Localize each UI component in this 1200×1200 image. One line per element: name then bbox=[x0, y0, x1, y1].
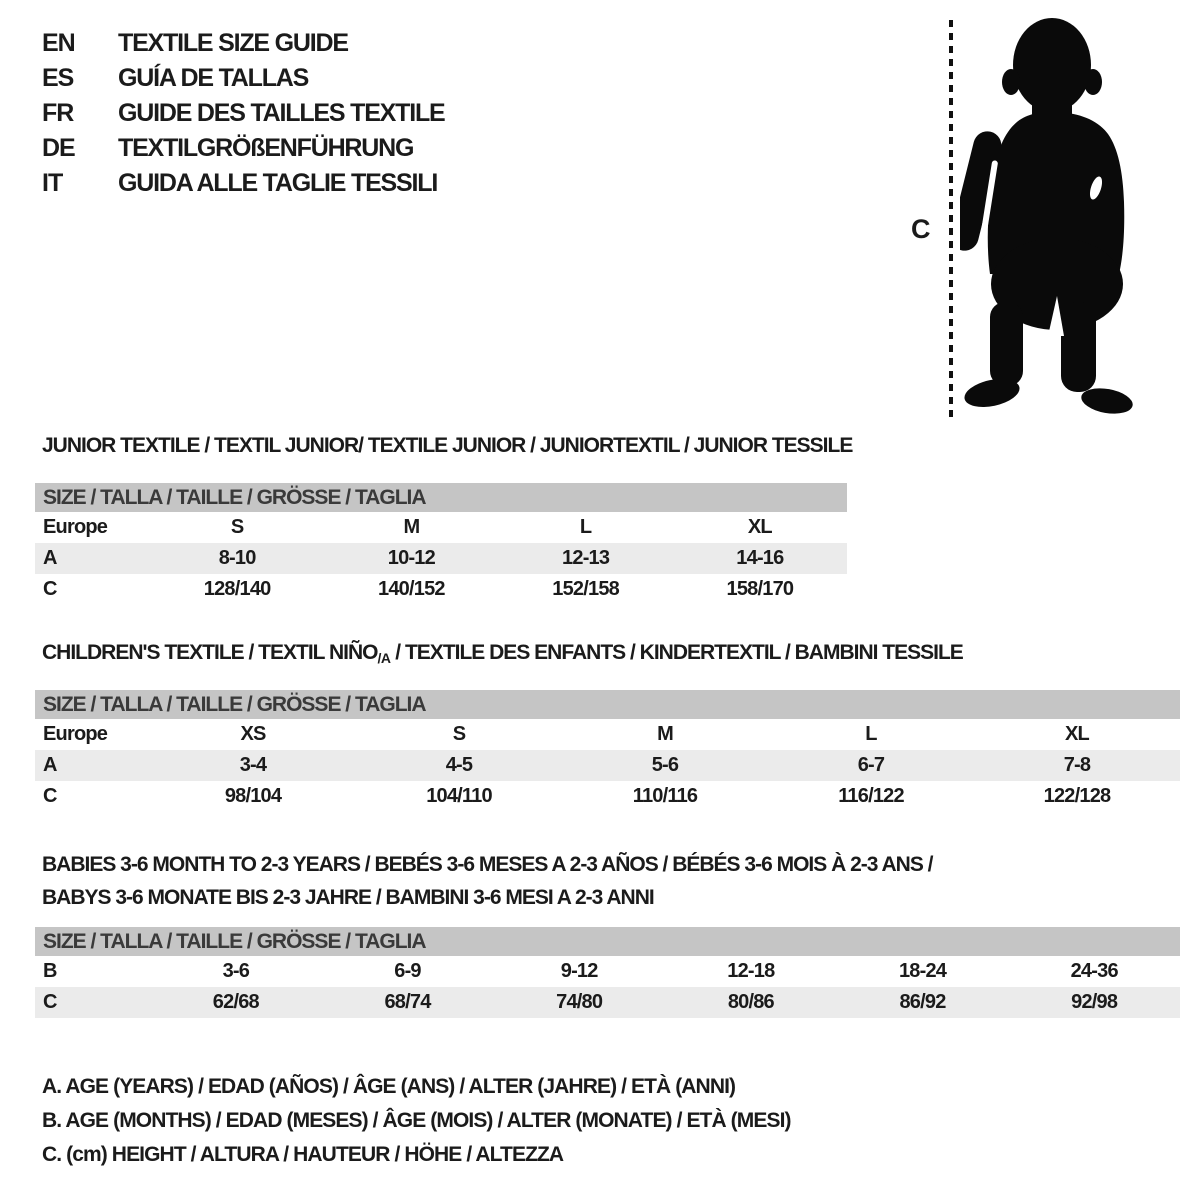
children-title-suffix: / TEXTILE DES ENFANTS / KINDERTEXTIL / BAMBINI TESSILE bbox=[390, 641, 963, 664]
junior-size-table bbox=[35, 483, 847, 605]
months-value: 18-24 bbox=[898, 960, 947, 982]
language-code: ES bbox=[42, 64, 74, 92]
size-column-header: S bbox=[452, 723, 466, 745]
height-value: 62/68 bbox=[212, 991, 259, 1013]
size-column-header: XL bbox=[747, 516, 772, 538]
months-value: 9-12 bbox=[560, 960, 598, 982]
height-value: 110/116 bbox=[632, 785, 698, 807]
language-code: IT bbox=[42, 169, 63, 197]
size-column-header: XL bbox=[1065, 723, 1089, 745]
legend-line-age-years: A. AGE (YEARS) / EDAD (AÑOS) / ÂGE (ANS) / ALTER (JAHRE) / ETÀ (ANNI) bbox=[42, 1075, 736, 1098]
size-column-header: L bbox=[865, 723, 877, 745]
height-dashed-line bbox=[949, 20, 953, 418]
legend-line-age-months: B. AGE (MONTHS) / EDAD (MESES) / ÂGE (MOIS) / ALTER (MONATE) / ETÀ (MESI) bbox=[42, 1109, 791, 1132]
row-label: C bbox=[43, 991, 57, 1013]
measurement-legend bbox=[42, 1070, 791, 1172]
junior-section-title: JUNIOR TEXTILE / TEXTIL JUNIOR/ TEXTILE JUNIOR / JUNIORTEXTIL / JUNIOR TESSILE bbox=[42, 434, 853, 457]
size-column-header: L bbox=[579, 516, 592, 538]
months-value: 24-36 bbox=[1070, 960, 1118, 982]
region-label: Europe bbox=[43, 723, 108, 745]
language-title-list bbox=[42, 26, 445, 201]
height-value: 116/122 bbox=[838, 785, 904, 807]
height-value: 68/74 bbox=[384, 991, 431, 1013]
height-value: 86/92 bbox=[899, 991, 946, 1013]
babies-title-line1: BABIES 3-6 MONTH TO 2-3 YEARS / BEBÉS 3-6 MESES A 2-3 AÑOS / BÉBÉS 3-6 MOIS À 2-3 ANS / bbox=[42, 853, 933, 876]
row-label: C bbox=[43, 785, 57, 807]
months-value: 6-9 bbox=[394, 960, 421, 982]
children-height-row bbox=[35, 781, 1180, 812]
children-size-header-bar: SIZE / TALLA / TAILLE / GRÖSSE / TAGLIA bbox=[35, 690, 1180, 719]
age-value: 4-5 bbox=[445, 754, 473, 776]
toddler-silhouette-icon bbox=[960, 12, 1145, 427]
age-value: 7-8 bbox=[1063, 754, 1091, 776]
language-row-de bbox=[42, 131, 445, 166]
age-value: 3-4 bbox=[239, 754, 267, 776]
months-value: 12-18 bbox=[727, 960, 775, 982]
row-label: C bbox=[43, 578, 57, 600]
babies-section-title bbox=[42, 848, 933, 914]
size-column-header: M bbox=[657, 723, 673, 745]
height-value: 152/158 bbox=[552, 578, 619, 600]
language-title: TEXTILE SIZE GUIDE bbox=[118, 29, 348, 57]
height-value: 98/104 bbox=[224, 785, 282, 807]
height-value: 122/128 bbox=[1043, 785, 1111, 807]
babies-title-line2: BABYS 3-6 MONATE BIS 2-3 JAHRE / BAMBINI 3-6 MESI A 2-3 ANNI bbox=[42, 886, 654, 909]
children-title-subscript: /A bbox=[377, 650, 391, 666]
language-title: GUIDE DES TAILLES TEXTILE bbox=[118, 99, 445, 127]
age-value: 14-16 bbox=[736, 547, 784, 569]
language-title: GUIDA ALLE TAGLIE TESSILI bbox=[118, 169, 438, 197]
children-columns-row bbox=[35, 719, 1180, 750]
babies-size-table bbox=[35, 927, 1180, 1018]
children-section-title bbox=[42, 641, 963, 666]
height-value: 128/140 bbox=[203, 578, 271, 600]
language-code: EN bbox=[42, 29, 75, 57]
height-value: 140/152 bbox=[378, 578, 445, 600]
language-row-fr bbox=[42, 96, 445, 131]
size-column-header: XS bbox=[240, 723, 266, 745]
babies-months-row bbox=[35, 956, 1180, 987]
row-label: A bbox=[43, 754, 57, 776]
legend-line-height: C. (cm) HEIGHT / ALTURA / HAUTEUR / HÖHE / ALTEZZA bbox=[42, 1143, 564, 1166]
junior-height-row bbox=[35, 574, 847, 605]
size-column-header: M bbox=[403, 516, 420, 538]
language-title: TEXTILGRÖßENFÜHRUNG bbox=[118, 134, 414, 162]
junior-columns-row bbox=[35, 512, 847, 543]
height-value: 74/80 bbox=[556, 991, 603, 1013]
babies-size-header-bar: SIZE / TALLA / TAILLE / GRÖSSE / TAGLIA bbox=[35, 927, 1180, 956]
language-row-en bbox=[42, 26, 445, 61]
height-value: 158/170 bbox=[726, 578, 794, 600]
children-size-table bbox=[35, 690, 1180, 812]
height-value: 80/86 bbox=[727, 991, 774, 1013]
language-row-es bbox=[42, 61, 445, 96]
age-value: 10-12 bbox=[387, 547, 435, 569]
size-column-header: S bbox=[230, 516, 244, 538]
height-value: 92/98 bbox=[1071, 991, 1118, 1013]
region-label: Europe bbox=[43, 516, 108, 538]
height-measure-label: C bbox=[911, 214, 930, 244]
children-title-prefix: CHILDREN'S TEXTILE / TEXTIL NIÑO bbox=[42, 641, 378, 664]
language-code: FR bbox=[42, 99, 74, 127]
months-value: 3-6 bbox=[222, 960, 250, 982]
junior-age-row bbox=[35, 543, 847, 574]
row-label: A bbox=[43, 547, 57, 569]
babies-height-row bbox=[35, 987, 1180, 1018]
junior-size-header-bar: SIZE / TALLA / TAILLE / GRÖSSE / TAGLIA bbox=[35, 483, 847, 512]
children-age-row bbox=[35, 750, 1180, 781]
language-title: GUÍA DE TALLAS bbox=[118, 64, 309, 92]
height-value: 104/110 bbox=[426, 785, 492, 807]
age-value: 12-13 bbox=[562, 547, 610, 569]
age-value: 8-10 bbox=[218, 547, 256, 569]
language-code: DE bbox=[42, 134, 75, 162]
language-row-it bbox=[42, 166, 445, 201]
row-label: B bbox=[43, 960, 57, 982]
age-value: 5-6 bbox=[651, 754, 679, 776]
age-value: 6-7 bbox=[857, 754, 885, 776]
